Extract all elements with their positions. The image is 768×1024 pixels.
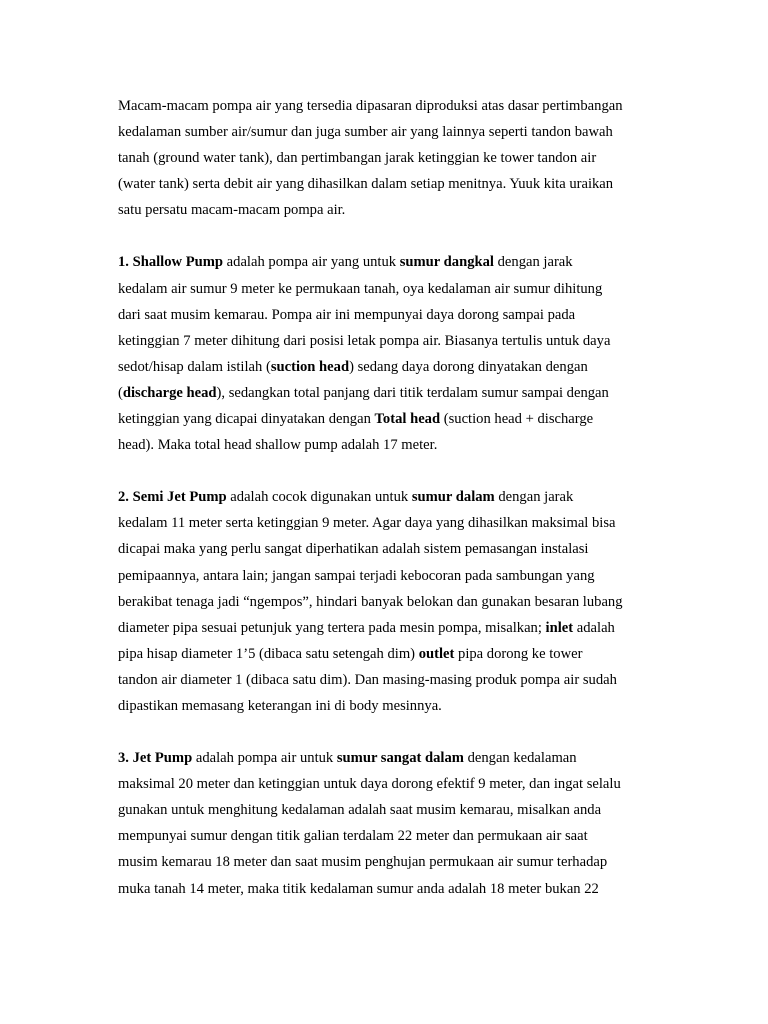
bold-term: inlet [545, 619, 574, 636]
text-line: kedalaman sumber air/sumur dan juga sumber air yang lainnya seperti tandon bawah [118, 124, 613, 141]
bold-term: discharge head [122, 384, 217, 401]
intro-paragraph [118, 93, 658, 223]
bold-term: Total head [374, 411, 441, 428]
text-run: pipa hisap diameter 1’5 (dibaca satu setengah dim) [118, 645, 419, 662]
shallow-pump-paragraph [118, 249, 658, 458]
text-line: Macam-macam pompa air yang tersedia dipasaran diproduksi atas dasar pertimbangan [118, 98, 623, 114]
text-line [118, 745, 658, 771]
text-run: ( [118, 384, 123, 401]
text-line: (water tank) serta debit air yang dihasilkan dalam setiap menitnya. Yuuk kita uraikan [118, 176, 614, 193]
bold-term: sumur sangat dalam [336, 750, 464, 767]
text-line: head). Maka total head shallow pump adalah 17 meter. [118, 437, 438, 454]
text-line [118, 249, 658, 275]
text-line: dari saat musim kemarau. Pompa air ini mempunyai daya dorong sampai pada [118, 306, 576, 323]
text-line: kedalam air sumur 9 meter ke permukaan tanah, oya kedalaman air sumur dihitung [118, 280, 603, 297]
text-run: ) sedang daya dorong dinyatakan dengan [349, 358, 588, 375]
section-heading: 3. Jet Pump [118, 750, 193, 767]
text-run: dengan jarak [493, 254, 573, 271]
text-run: adalah pompa air untuk [192, 750, 337, 767]
text-line: muka tanah 14 meter, maka titik kedalaman sumur anda adalah 18 meter bukan 22 [118, 880, 599, 897]
text-line [118, 484, 658, 510]
text-run: ketinggian yang dicapai dinyatakan dengan [118, 411, 375, 428]
text-run: diameter pipa sesuai petunjuk yang tertera pada mesin pompa, misalkan; [118, 619, 546, 636]
bold-term: sumur dalam [411, 489, 495, 506]
text-run: ), sedangkan total panjang dari titik terdalam sumur sampai dengan [216, 384, 609, 401]
semi-jet-pump-paragraph [118, 484, 658, 719]
text-run: dengan kedalaman [463, 750, 577, 767]
text-run: (suction head + discharge [440, 411, 594, 428]
bold-term: suction head [270, 358, 350, 375]
jet-pump-paragraph [118, 745, 658, 902]
text-line: satu persatu macam-macam pompa air. [118, 202, 346, 219]
text-line: gunakan untuk menghitung kedalaman adalah saat musim kemarau, misalkan anda [118, 802, 602, 819]
text-run: adalah pompa air yang untuk [223, 254, 400, 271]
text-line: musim kemarau 18 meter dan saat musim penghujan permukaan air sumur terhadap [118, 854, 608, 871]
text-line [118, 615, 658, 641]
text-line: dicapai maka yang perlu sangat diperhatikan adalah sistem pemasangan instalasi [118, 541, 589, 558]
text-run: pipa dorong ke tower [454, 645, 583, 662]
section-heading: 1. Shallow Pump [118, 254, 224, 271]
text-run: adalah cocok digunakan untuk [226, 489, 412, 506]
text-line: pemipaannya, antara lain; jangan sampai terjadi kebocoran pada sambungan yang [118, 567, 595, 584]
text-line: dipastikan memasang keterangan ini di body mesinnya. [118, 697, 442, 714]
text-line: ketinggian 7 meter dihitung dari posisi letak pompa air. Biasanya tertulis untuk daya [118, 332, 611, 349]
text-line: tandon air diameter 1 (dibaca satu dim). Dan masing-masing produk pompa air sudah [118, 671, 617, 688]
text-run: adalah [573, 619, 615, 636]
text-line: tanah (ground water tank), dan pertimbangan jarak ketinggian ke tower tandon air [118, 150, 597, 167]
text-line: kedalam 11 meter serta ketinggian 9 meter. Agar daya yang dihasilkan maksimal bisa [118, 515, 616, 532]
text-run: dengan jarak [494, 489, 574, 506]
text-line [118, 406, 658, 432]
bold-term: sumur dangkal [399, 254, 494, 271]
text-line [118, 354, 658, 380]
text-line [118, 641, 658, 667]
section-heading: 2. Semi Jet Pump [118, 489, 227, 506]
bold-term: outlet [418, 645, 455, 662]
text-line: maksimal 20 meter dan ketinggian untuk daya dorong efektif 9 meter, dan ingat selalu [118, 776, 621, 793]
text-line: mempunyai sumur dengan titik galian terdalam 22 meter dan permukaan air saat [118, 828, 588, 845]
text-run: sedot/hisap dalam istilah ( [118, 358, 271, 375]
text-line: berakibat tenaga jadi “ngempos”, hindari banyak belokan dan gunakan besaran lubang [118, 593, 623, 610]
document-page [118, 93, 658, 902]
text-line [118, 380, 658, 406]
